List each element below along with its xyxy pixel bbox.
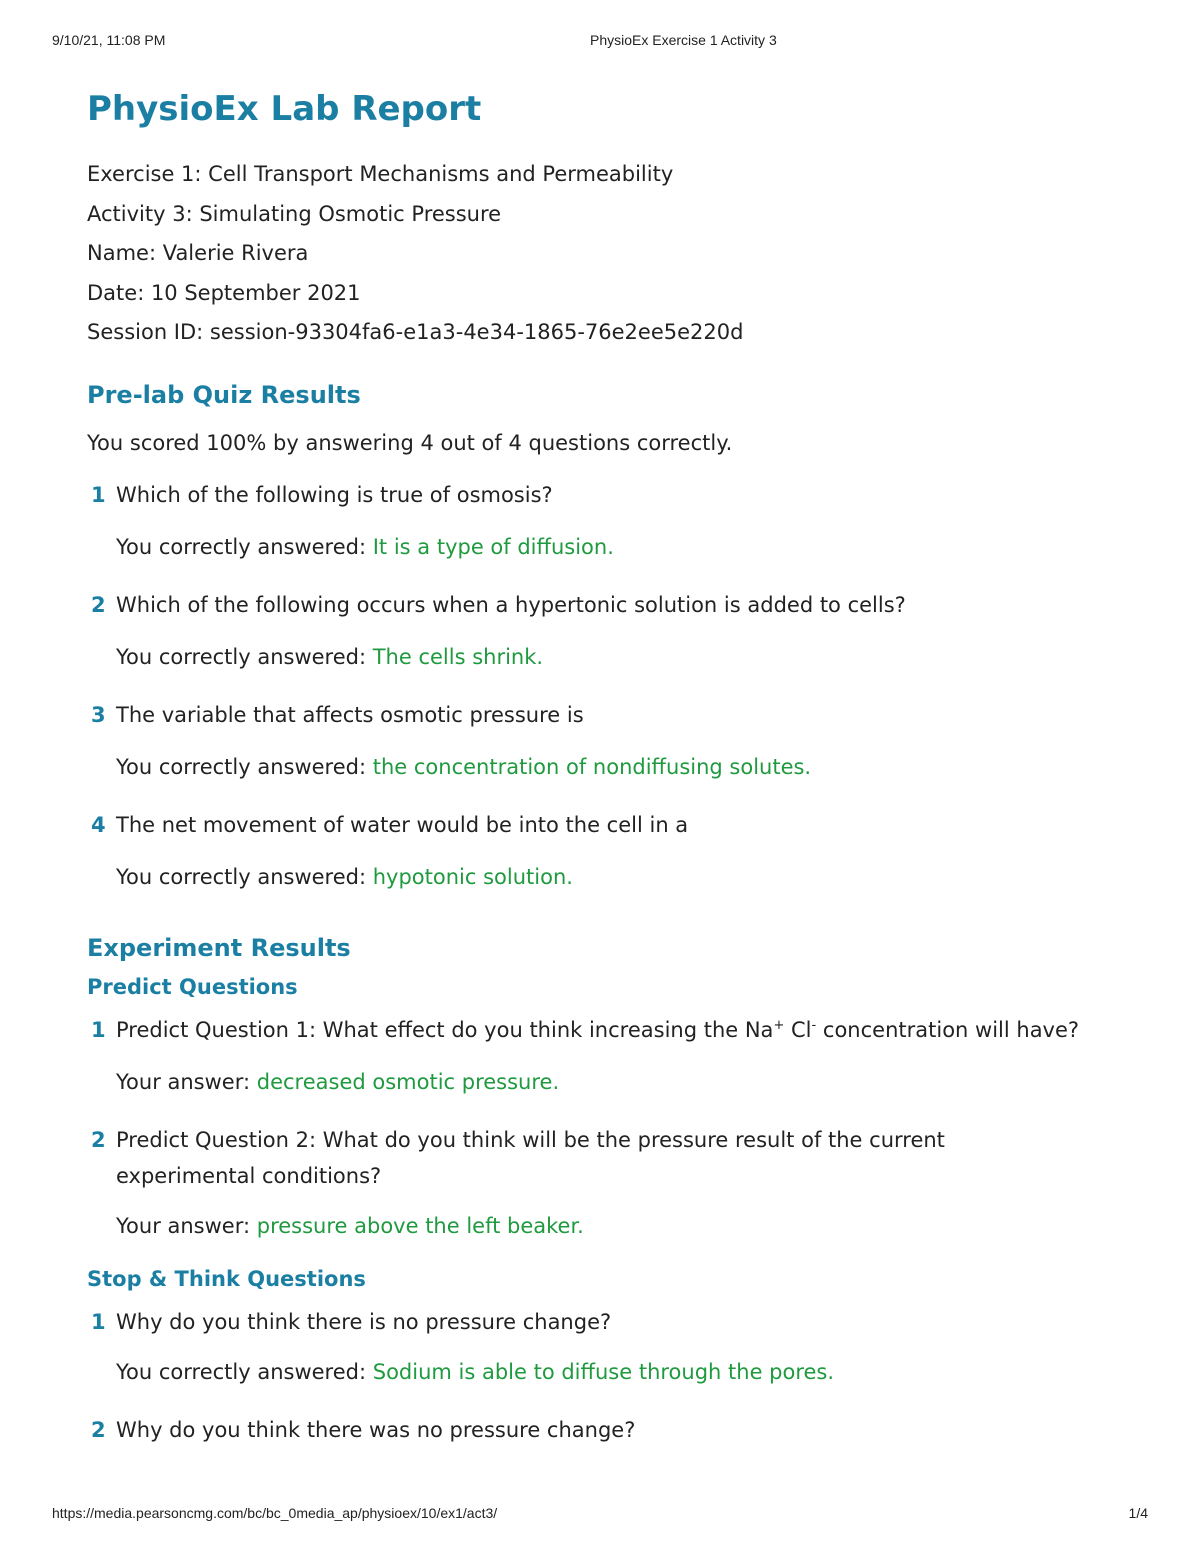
question-number: 1 (91, 482, 106, 507)
stop-think-heading: Stop & Think Questions (87, 1266, 366, 1291)
report-meta (87, 155, 1157, 353)
date-line: Date: 10 September 2021 (87, 280, 361, 305)
print-datetime: 9/10/21, 11:08 PM (52, 32, 166, 48)
name-line: Name: Valerie Rivera (87, 241, 309, 265)
report-title: PhysioEx Lab Report (87, 89, 482, 129)
prelab-question-list (87, 477, 1157, 895)
print-header (0, 32, 1200, 52)
question-number: 2 (91, 592, 106, 617)
stop-think-question (87, 1412, 1157, 1448)
stop-think-question-list (87, 1304, 1157, 1448)
predict-question (87, 1012, 1157, 1100)
question-number: 1 (91, 1309, 106, 1334)
question-text: Why do you think there is no pressure change? (116, 1309, 612, 1334)
question-number: 1 (91, 1017, 106, 1042)
prelab-question (87, 477, 1157, 565)
question-text: Which of the following occurs when a hypertonic solution is added to cells? (116, 592, 906, 617)
answer-prefix: You correctly answered: (116, 754, 373, 779)
question-text: The variable that affects osmotic pressure is (116, 702, 584, 727)
print-footer (0, 1505, 1200, 1525)
answer-text: The cells shrink. (372, 644, 544, 669)
predict-heading: Predict Questions (87, 974, 298, 999)
source-url: https://media.pearsoncmg.com/bc/bc_0media_ap/physioex/10/ex1/act3/ (52, 1505, 498, 1521)
activity-line: Activity 3: Simulating Osmotic Pressure (87, 201, 502, 226)
experiment-heading: Experiment Results (87, 933, 351, 962)
question-text: Predict Question 2: What do you think will be the pressure result of the current experimental conditions? (116, 1127, 945, 1188)
answer-prefix: Your answer: (116, 1213, 257, 1238)
question-number: 4 (91, 812, 106, 837)
prelab-score: You scored 100% by answering 4 out of 4 questions correctly. (87, 430, 733, 455)
question-text: Why do you think there was no pressure change? (116, 1417, 636, 1442)
question-number: 2 (91, 1417, 106, 1442)
stop-think-question (87, 1304, 1157, 1390)
answer-text: It is a type of diffusion. (372, 534, 614, 559)
answer-prefix: You correctly answered: (116, 864, 373, 889)
superscript-minus: - (811, 1017, 817, 1033)
print-doc-title: PhysioEx Exercise 1 Activity 3 (590, 32, 777, 48)
prelab-question (87, 807, 1157, 895)
answer-text: hypotonic solution. (372, 864, 573, 889)
answer-prefix: You correctly answered: (116, 1359, 373, 1384)
answer-text: pressure above the left beaker. (256, 1213, 584, 1238)
exercise-line: Exercise 1: Cell Transport Mechanisms and Permeability (87, 162, 674, 186)
session-line: Session ID: session-93304fa6-e1a3-4e34-1865-76e2ee5e220d (87, 320, 744, 344)
question-text: Predict Question 1: What effect do you think increasing the Na+ Cl- concentration will have? (116, 1017, 1080, 1042)
question-text: The net movement of water would be into the cell in a (116, 812, 689, 837)
question-number: 3 (91, 702, 106, 727)
answer-text: Sodium is able to diffuse through the pores. (372, 1359, 835, 1384)
question-text: Which of the following is true of osmosis? (116, 482, 553, 507)
superscript-plus: + (773, 1017, 785, 1033)
answer-prefix: You correctly answered: (116, 534, 373, 559)
page-number: 1/4 (1128, 1505, 1148, 1521)
predict-question-list (87, 1012, 1157, 1244)
answer-prefix: You correctly answered: (116, 644, 373, 669)
answer-text: decreased osmotic pressure. (256, 1069, 560, 1094)
prelab-heading: Pre-lab Quiz Results (87, 380, 361, 409)
lab-report (87, 84, 1157, 1448)
answer-text: the concentration of nondiffusing solutes. (372, 754, 812, 779)
question-number: 2 (91, 1127, 106, 1152)
prelab-question (87, 697, 1157, 785)
answer-prefix: Your answer: (116, 1069, 257, 1094)
predict-question (87, 1122, 1157, 1244)
prelab-question (87, 587, 1157, 675)
